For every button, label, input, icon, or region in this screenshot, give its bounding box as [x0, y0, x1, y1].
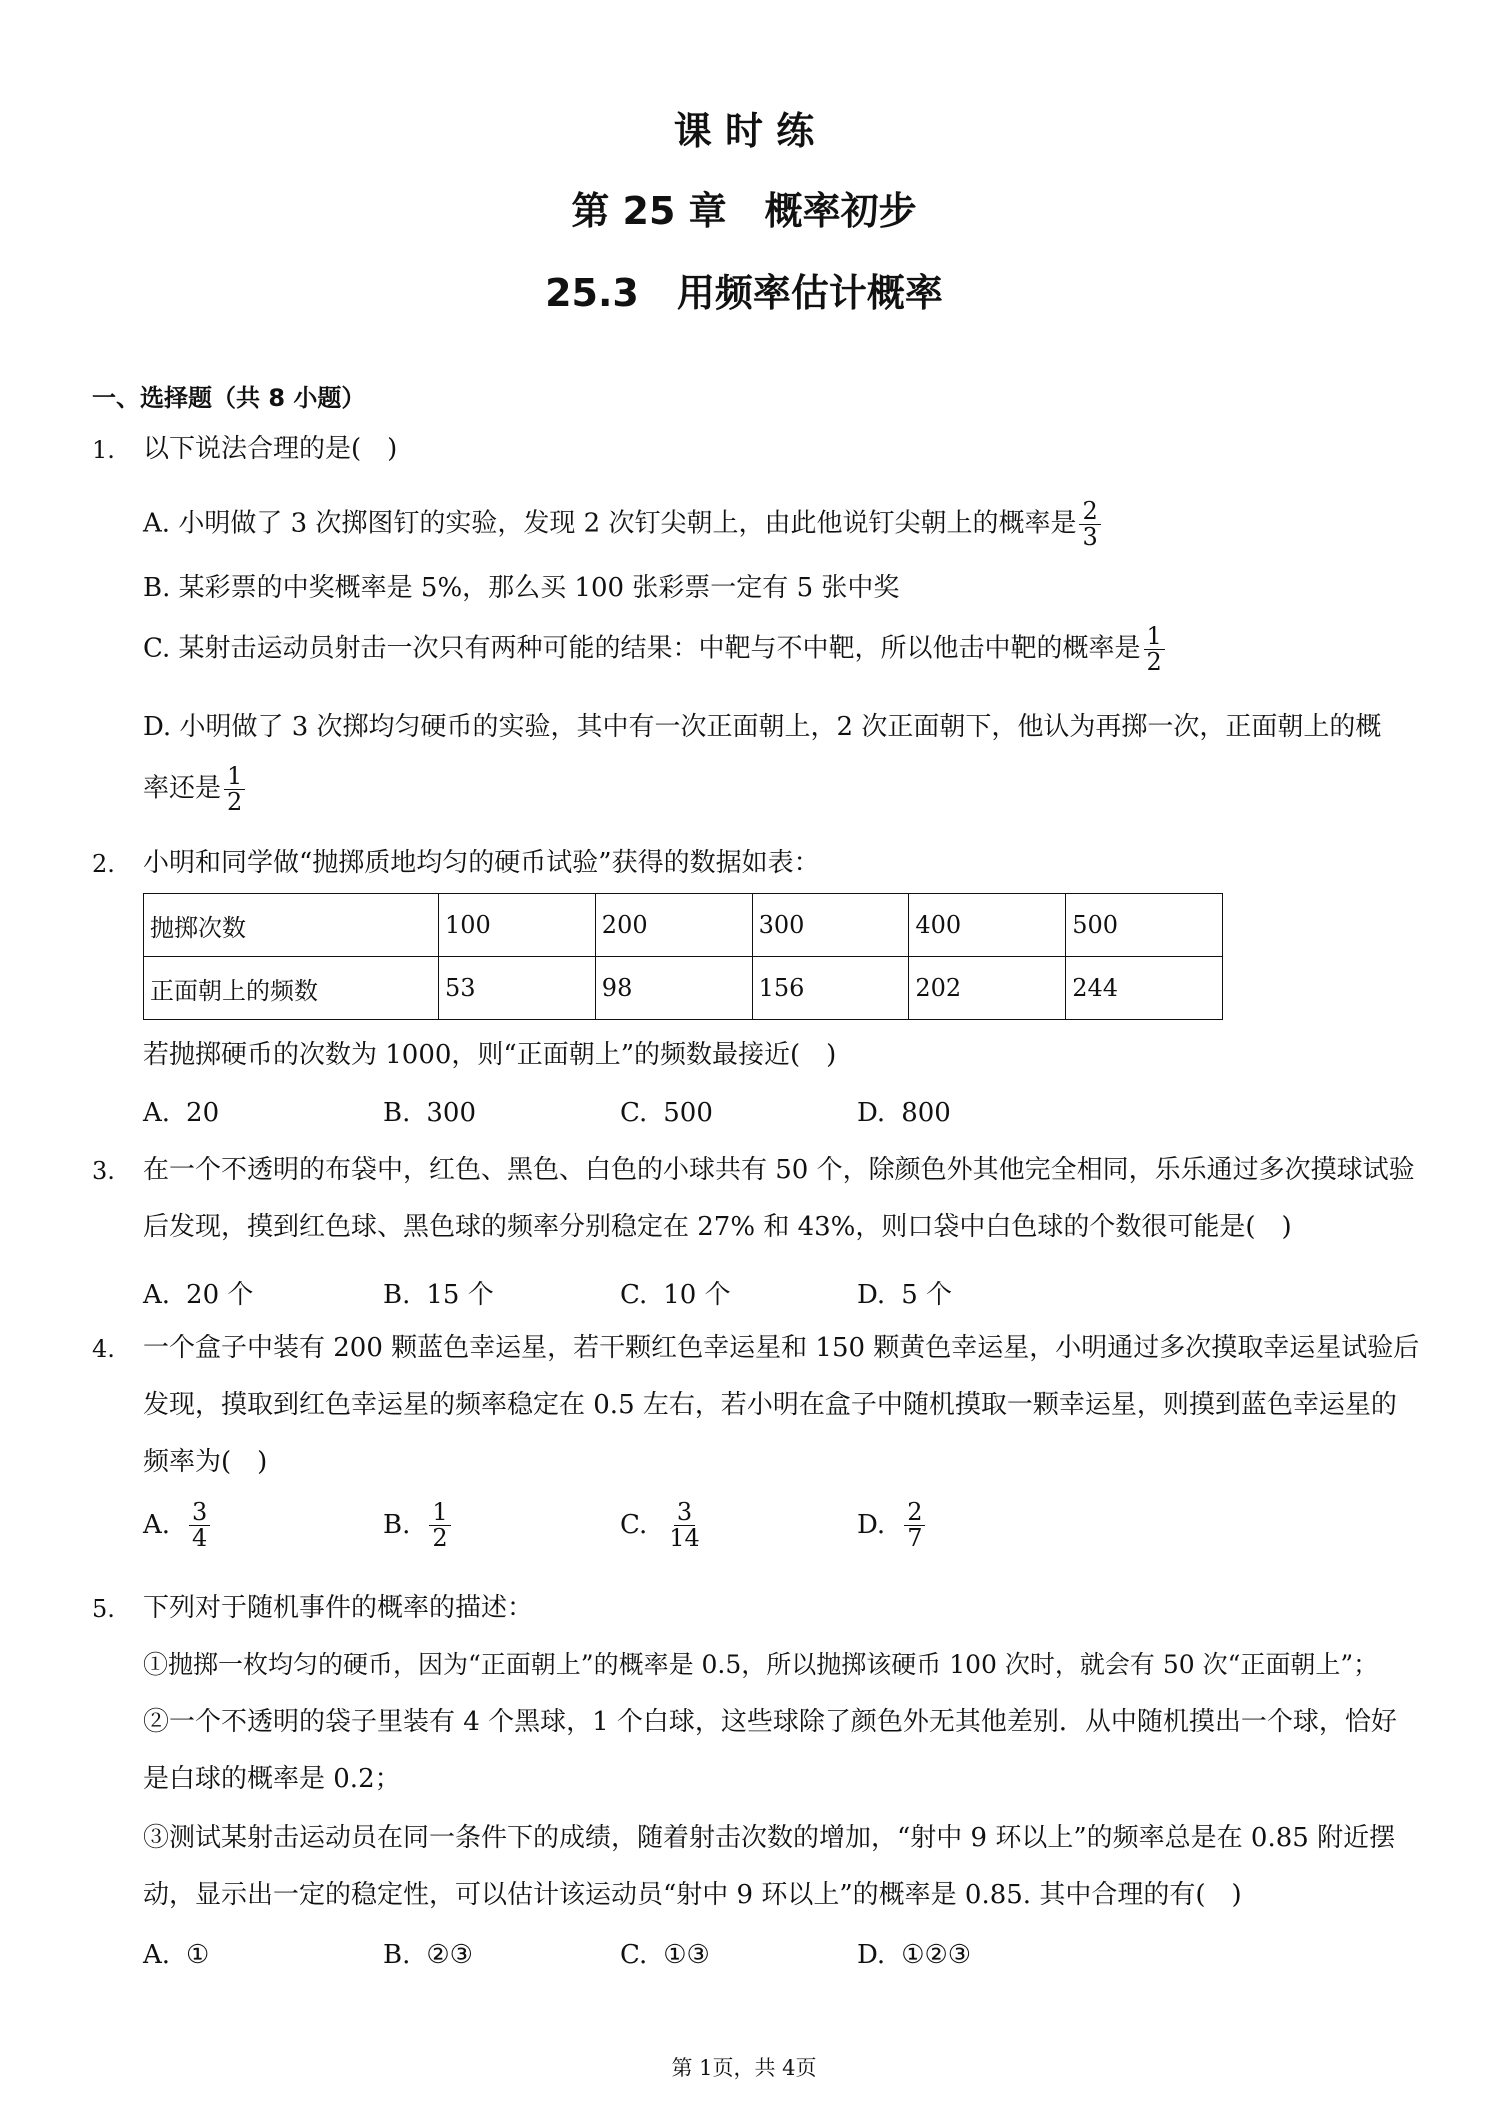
statement-3-continued: 动，显示出一定的稳定性，可以估计该运动员“射中 9 环以上”的概率是 0.85. 其中合理的有( ) — [143, 1880, 1242, 1910]
question-text: 若抛掷硬币的次数为 1000，则“正面朝上”的频数最接近( ) — [143, 1040, 837, 1070]
option-label: A. — [143, 508, 171, 539]
fraction: $\frac{2}{3}$ — [1079, 499, 1100, 550]
option-d: D. ①②③ — [857, 1940, 972, 1970]
data-table — [143, 893, 1223, 1020]
page-footer: 第 1页，共 4页 — [671, 2056, 817, 2080]
option-text: 率还是 — [143, 773, 222, 804]
table-row — [144, 894, 1223, 957]
row-header: 抛掷次数 — [144, 894, 439, 957]
lesson-title: 25.3 用频率估计概率 — [545, 271, 943, 315]
question-number: 5. — [92, 1595, 115, 1623]
question-line: 一个盒子中装有 200 颗蓝色幸运星，若干颗红色幸运星和 150 颗黄色幸运星，小明通过多次摸取幸运星试验后 — [143, 1333, 1420, 1363]
option-b: B. $\frac{1}{2}$ — [383, 1500, 454, 1551]
section-heading: 一、选择题（共 8 小题） — [92, 384, 366, 412]
question-stem: 下列对于随机事件的概率的描述： — [143, 1593, 534, 1623]
option-b: B. 15 个 — [383, 1280, 494, 1310]
fraction: $\frac{3}{14}$ — [669, 1498, 700, 1553]
option-a — [143, 499, 1104, 550]
question-stem: 以下说法合理的是( ) — [143, 434, 398, 464]
option-text: 小明做了 3 次掷均匀硬币的实验，其中有一次正面朝上，2 次正面朝下，他认为再掷一次，正面朝上的概 — [179, 712, 1382, 742]
option-c: C. $\frac{3}{14}$ — [620, 1500, 706, 1551]
question-number: 2. — [92, 850, 115, 878]
option-c: C. 500 — [620, 1098, 713, 1128]
option-a: A. $\frac{3}{4}$ — [143, 1500, 213, 1551]
table-cell: 400 — [909, 894, 1066, 957]
fraction: $\frac{2}{7}$ — [904, 1500, 925, 1551]
table-cell: 200 — [595, 894, 752, 957]
table-cell: 98 — [595, 957, 752, 1020]
fraction: $\frac{1}{2}$ — [1144, 624, 1165, 675]
fraction: $\frac{1}{2}$ — [224, 764, 245, 815]
option-d: D. 5 个 — [857, 1280, 952, 1310]
question-line: 后发现，摸到红色球、黑色球的频率分别稳定在 27% 和 43%，则口袋中白色球的个数很可能是( ) — [143, 1212, 1292, 1242]
option-b: B. 300 — [383, 1098, 477, 1128]
table-row — [144, 957, 1223, 1020]
question-number: 3. — [92, 1157, 115, 1185]
table-cell: 300 — [752, 894, 909, 957]
statement-2: ②一个不透明的袋子里装有 4 个黑球，1 个白球，这些球除了颜色外无其他差别．从中随机摸出一个球，恰好 — [143, 1707, 1397, 1737]
table-cell: 156 — [752, 957, 909, 1020]
statement-1: ①抛掷一枚均匀的硬币，因为“正面朝上”的概率是 0.5，所以抛掷该硬币 100 次时，就会有 50 次“正面朝上”； — [143, 1650, 1379, 1679]
statement-3: ③测试某射击运动员在同一条件下的成绩，随着射击次数的增加，“射中 9 环以上”的频率总是在 0.85 附近摆 — [143, 1823, 1396, 1853]
option-d-continued — [143, 764, 248, 815]
option-a: A. 20 个 — [143, 1280, 254, 1310]
worksheet-title: 课 时 练 — [673, 109, 815, 153]
option-text: 某彩票的中奖概率是 5%，那么买 100 张彩票一定有 5 张中奖 — [178, 573, 900, 603]
question-number: 1. — [92, 436, 115, 464]
option-label: D. — [143, 712, 172, 742]
option-c: C. 10 个 — [620, 1280, 731, 1310]
question-line: 在一个不透明的布袋中，红色、黑色、白色的小球共有 50 个，除颜色外其他完全相同，乐乐通过多次摸球试验 — [143, 1155, 1415, 1185]
option-a: A. ① — [143, 1940, 210, 1970]
option-b — [143, 573, 899, 604]
table-cell: 202 — [909, 957, 1066, 1020]
table-cell: 100 — [439, 894, 596, 957]
table-cell: 244 — [1066, 957, 1223, 1020]
option-d: D. 800 — [857, 1098, 951, 1128]
option-c — [143, 624, 1168, 675]
statement-2-continued: 是白球的概率是 0.2； — [143, 1764, 401, 1794]
question-line: 发现，摸取到红色幸运星的频率稳定在 0.5 左右，若小明在盒子中随机摸取一颗幸运星，则摸到蓝色幸运星的 — [143, 1390, 1397, 1420]
fraction: $\frac{1}{2}$ — [429, 1500, 450, 1551]
option-a: A. 20 — [143, 1098, 220, 1128]
question-stem: 小明和同学做“抛掷质地均匀的硬币试验”获得的数据如表： — [143, 848, 820, 878]
chapter-title: 第 25 章 概率初步 — [571, 189, 917, 233]
question-number: 4. — [92, 1335, 115, 1363]
option-text: 小明做了 3 次掷图钉的实验，发现 2 次钉尖朝上，由此他说钉尖朝上的概率是 — [178, 508, 1077, 539]
fraction: $\frac{3}{4}$ — [189, 1500, 210, 1551]
option-text: 某射击运动员射击一次只有两种可能的结果：中靶与不中靶，所以他击中靶的概率是 — [178, 633, 1141, 664]
option-c: C. ①③ — [620, 1940, 710, 1970]
row-header: 正面朝上的频数 — [144, 957, 439, 1020]
question-line: 频率为( ) — [143, 1447, 268, 1477]
option-d — [143, 712, 1381, 743]
table-cell: 500 — [1066, 894, 1223, 957]
option-label: B. — [143, 573, 171, 603]
option-d: D. $\frac{2}{7}$ — [857, 1500, 928, 1551]
table-cell: 53 — [439, 957, 596, 1020]
option-b: B. ②③ — [383, 1940, 473, 1970]
option-label: C. — [143, 633, 171, 664]
